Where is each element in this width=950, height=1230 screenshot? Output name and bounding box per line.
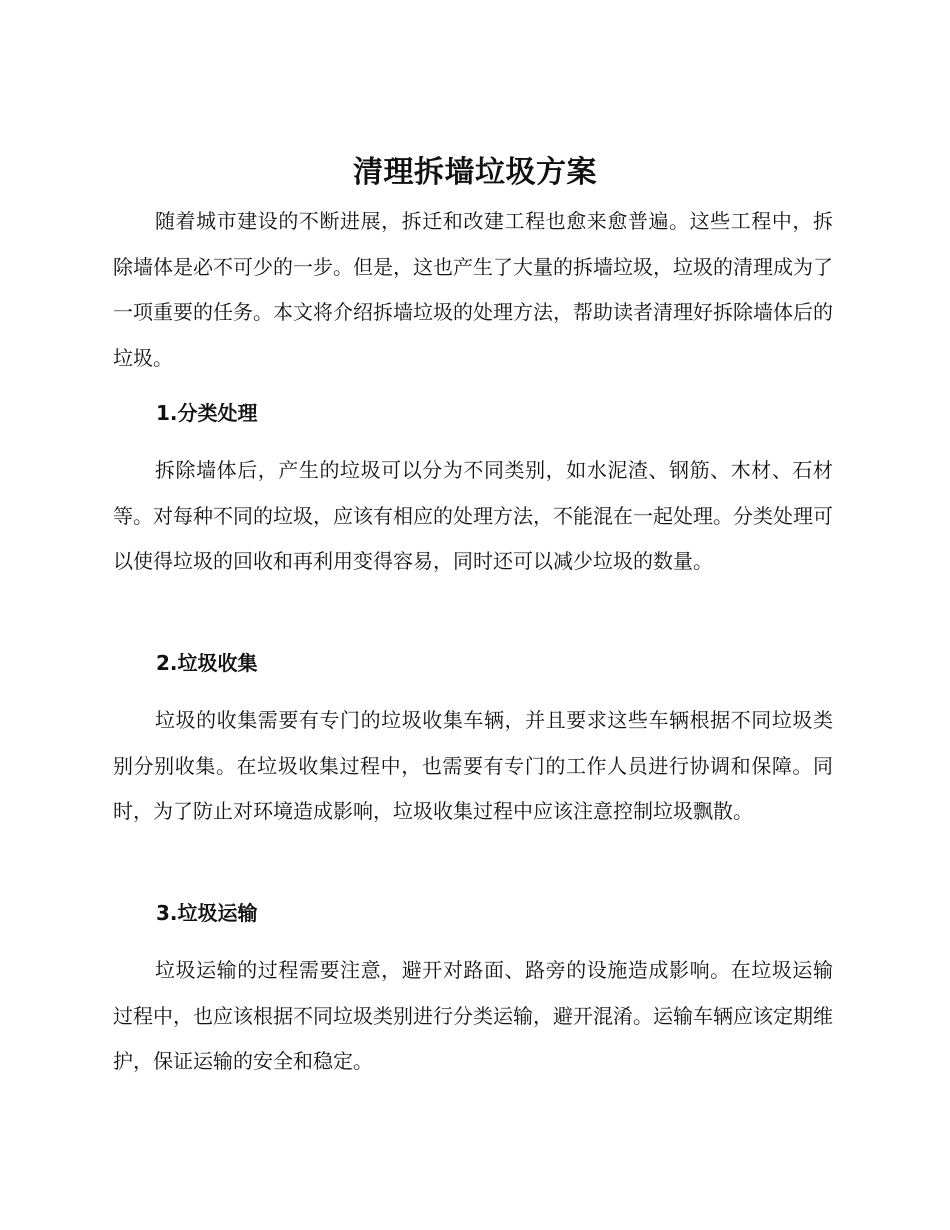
intro-paragraph: 随着城市建设的不断进展，拆迁和改建工程也愈来愈普遍。这些工程中，拆除墙体是必不可少的一步。但是，这也产生了大量的拆墙垃圾，垃圾的清理成为了一项重要的任务。本文将介绍拆墙垃圾的处理方法，帮助读者清理好拆除墙体后的垃圾。	[113, 209, 833, 370]
section-heading-collection: 2.垃圾收集	[156, 651, 258, 675]
section-body-collection: 垃圾的收集需要有专门的垃圾收集车辆，并且要求这些车辆根据不同垃圾类别分别收集。在垃圾收集过程中，也需要有专门的工作人员进行协调和保障。同时，为了防止对环境造成影响，垃圾收集过程中应该注意控制垃圾飘散。	[113, 708, 833, 823]
document-title: 清理拆墙垃圾方案	[353, 155, 597, 190]
section-body-classification: 拆除墙体后，产生的垃圾可以分为不同类别，如水泥渣、钢筋、木材、石材等。对每种不同的垃圾，应该有相应的处理方法，不能混在一起处理。分类处理可以使得垃圾的回收和再利用变得容易，同时还可以减少垃圾的数量。	[113, 458, 833, 573]
section-heading-transport: 3.垃圾运输	[156, 901, 258, 925]
section-body-transport: 垃圾运输的过程需要注意，避开对路面、路旁的设施造成影响。在垃圾运输过程中，也应该根据不同垃圾类别进行分类运输，避开混淆。运输车辆应该定期维护，保证运输的安全和稳定。	[113, 958, 833, 1073]
section-heading-classification: 1.分类处理	[156, 401, 258, 425]
